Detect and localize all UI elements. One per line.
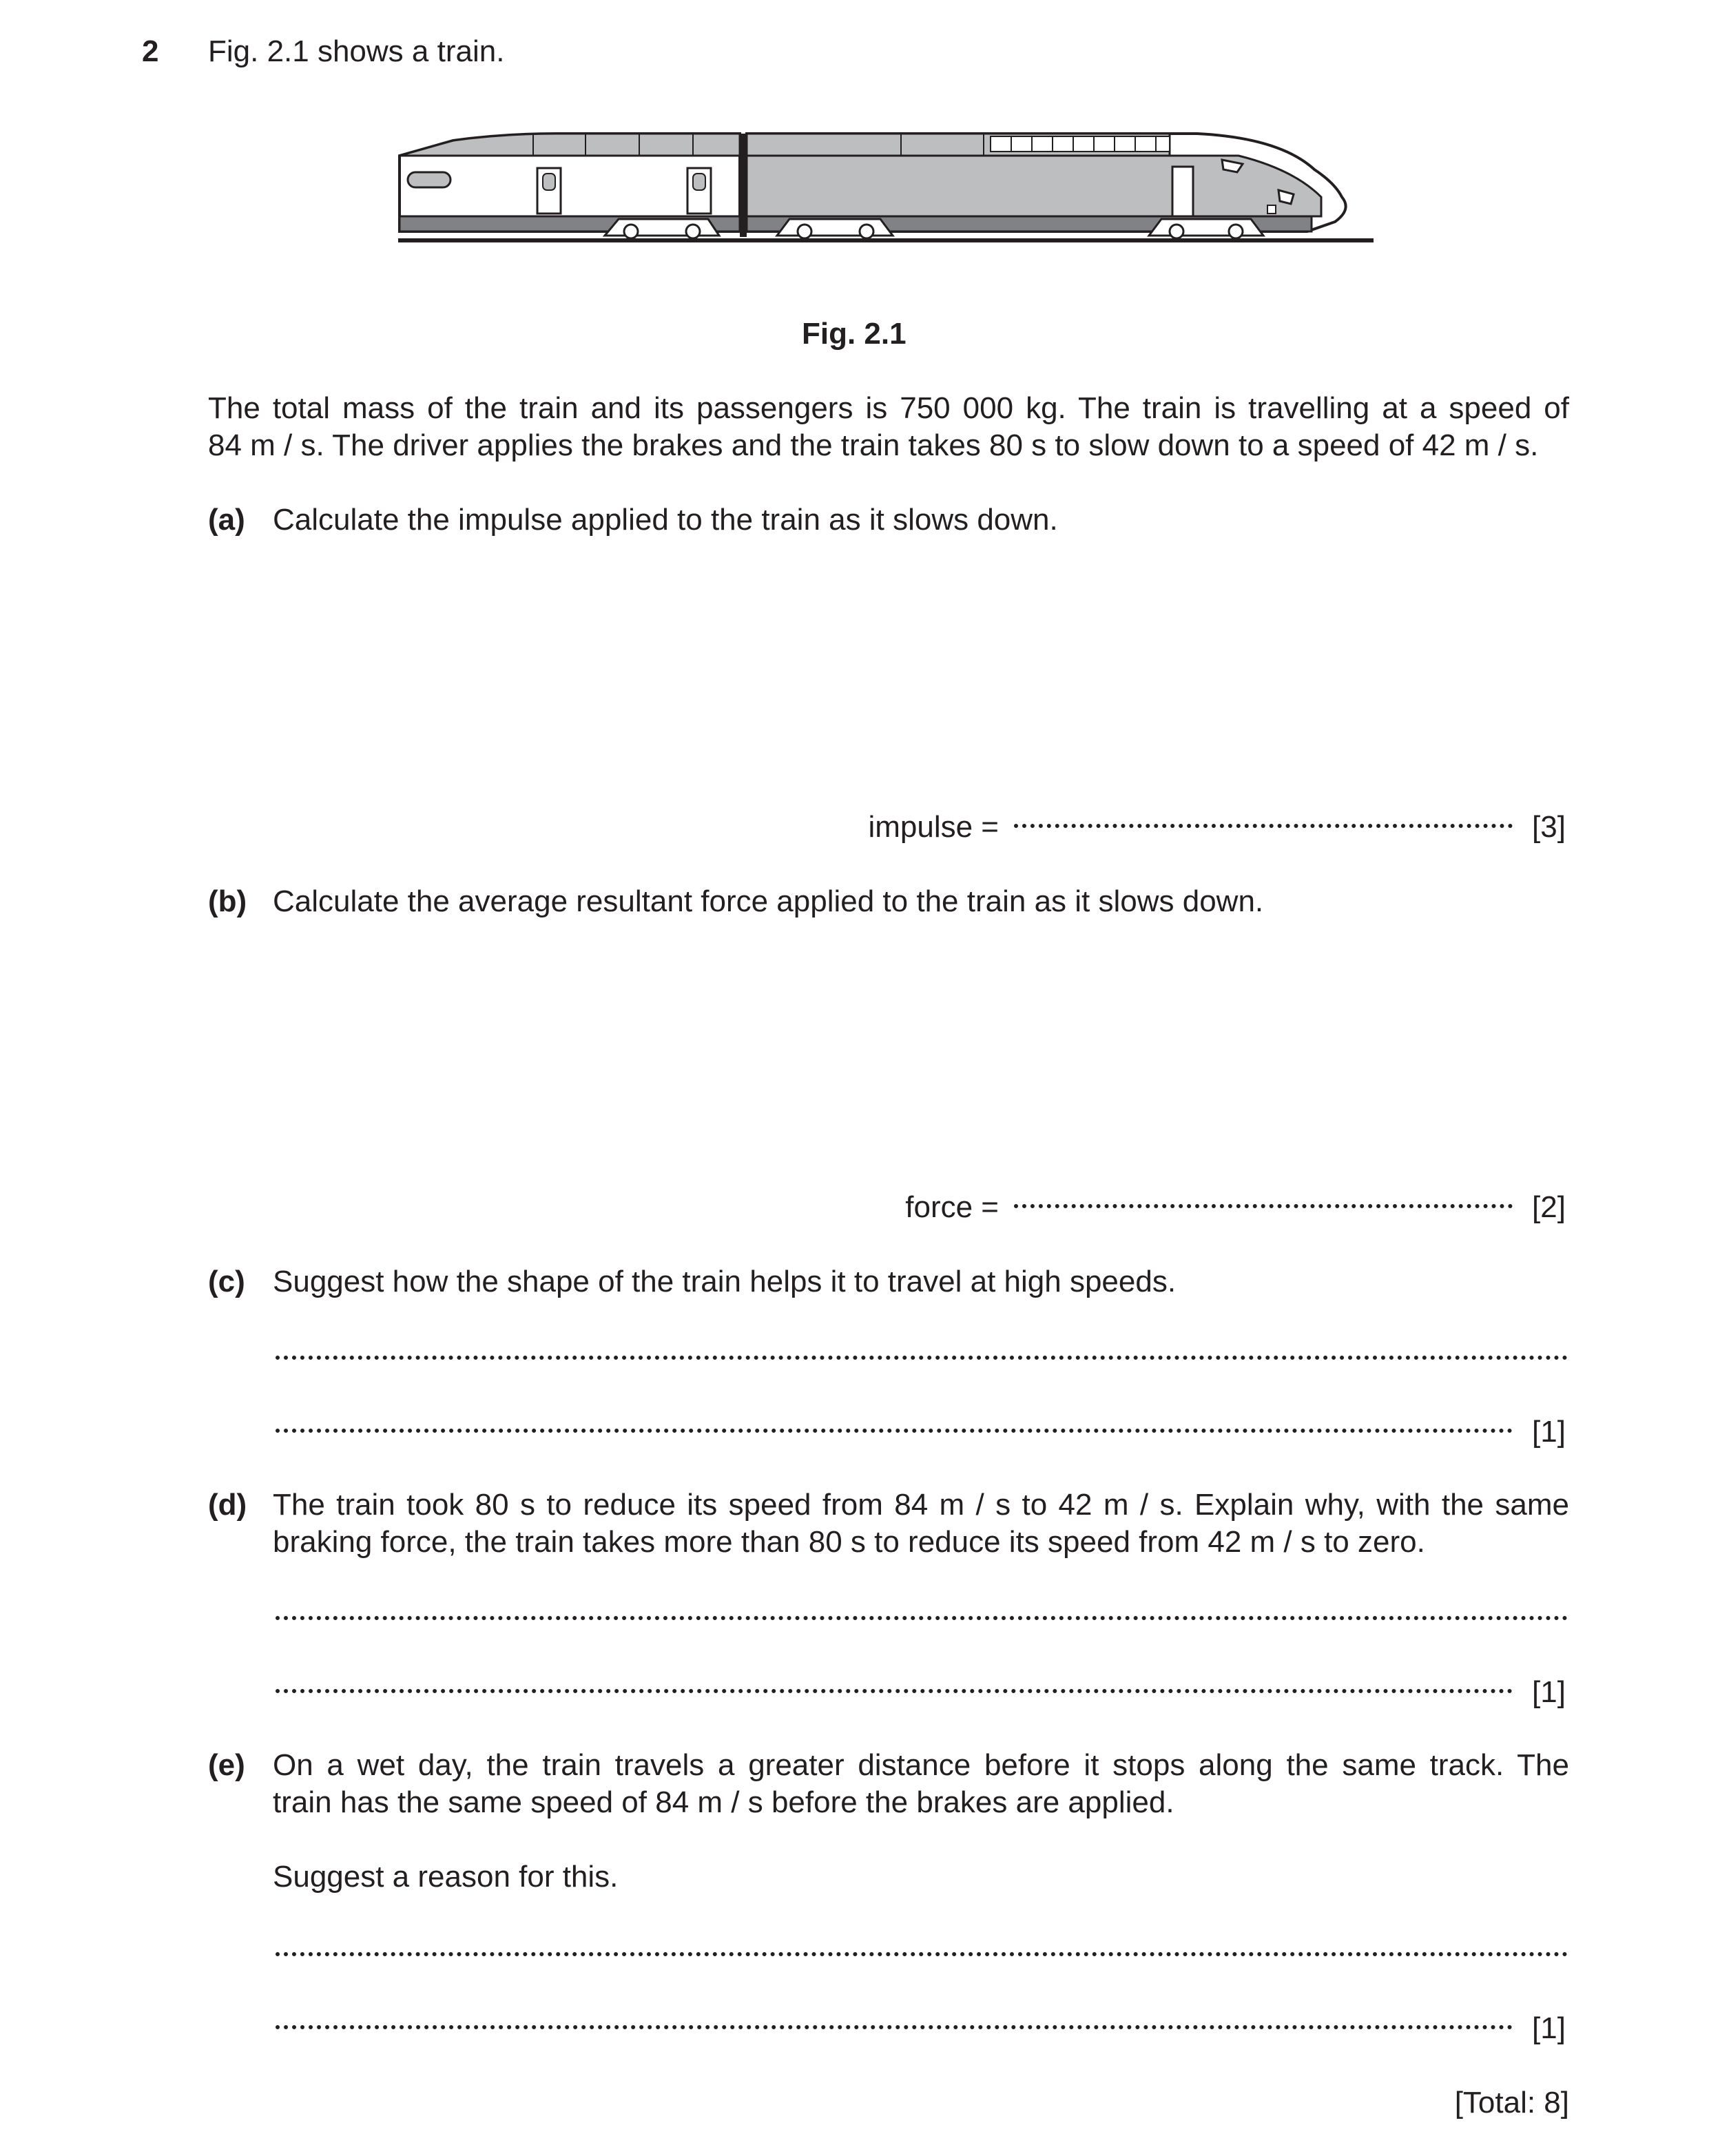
stem-line-2: 84 m / s. The driver applies the brakes and the train takes 80 s to slow down to a speed of 42 m / s. — [208, 428, 1539, 462]
total-marks: [Total: 8] — [1454, 2086, 1569, 2119]
part-d-answer-line-1[interactable] — [276, 1616, 1568, 1620]
part-e-label: (e) — [208, 1748, 245, 1782]
part-c-answer-line-1[interactable] — [276, 1356, 1568, 1360]
part-e-marks: [1] — [1532, 2011, 1566, 2045]
force-answer-line[interactable] — [1014, 1204, 1513, 1208]
figure-caption: Fig. 2.1 — [802, 317, 907, 351]
question-intro: Fig. 2.1 shows a train. — [208, 34, 505, 68]
part-a-marks: [3] — [1532, 810, 1566, 844]
part-d-text-line-1: The train took 80 s to reduce its speed from 84 m / s to 42 m / s. Explain why, with the same — [273, 1488, 1569, 1522]
part-d-answer-line-2[interactable] — [276, 1689, 1513, 1693]
rail-track — [398, 238, 1374, 242]
part-b-label: (b) — [208, 884, 247, 918]
part-c-marks: [1] — [1532, 1415, 1566, 1449]
power-car — [747, 134, 1346, 231]
part-e-text-line-1: On a wet day, the train travels a greater distance before it stops along the same track. The — [273, 1748, 1569, 1782]
impulse-answer-line[interactable] — [1014, 824, 1513, 828]
part-e-text-line-2: train has the same speed of 84 m / s before the brakes are applied. — [273, 1785, 1174, 1819]
train-figure — [398, 128, 1376, 252]
impulse-answer-label: impulse = — [868, 810, 999, 844]
bogie-front — [1149, 219, 1263, 238]
part-d-marks: [1] — [1532, 1675, 1566, 1709]
part-d-text-line-2: braking force, the train takes more than 80 s to reduce its speed from 42 m / s to zero. — [273, 1525, 1425, 1559]
rear-carriage — [400, 134, 740, 231]
bogie-middle — [777, 219, 893, 238]
question-number: 2 — [142, 34, 159, 68]
part-e-answer-line-1[interactable] — [276, 1952, 1568, 1956]
part-c-answer-line-2[interactable] — [276, 1429, 1513, 1433]
force-answer-label: force = — [905, 1190, 999, 1224]
part-e-answer-line-2[interactable] — [276, 2025, 1513, 2029]
part-b-text: Calculate the average resultant force applied to the train as it slows down. — [273, 884, 1264, 918]
bogie-rear — [605, 219, 719, 238]
part-d-label: (d) — [208, 1488, 247, 1522]
part-b-marks: [2] — [1532, 1190, 1566, 1224]
part-a-label: (a) — [208, 503, 245, 537]
part-a-text: Calculate the impulse applied to the train as it slows down. — [273, 503, 1058, 537]
part-c-label: (c) — [208, 1265, 245, 1298]
stem-line-1: The total mass of the train and its passengers is 750 000 kg. The train is travelling at a speed of — [208, 391, 1569, 425]
part-c-text: Suggest how the shape of the train helps it to travel at high speeds. — [273, 1265, 1177, 1298]
part-e-text-line-3: Suggest a reason for this. — [273, 1860, 619, 1894]
